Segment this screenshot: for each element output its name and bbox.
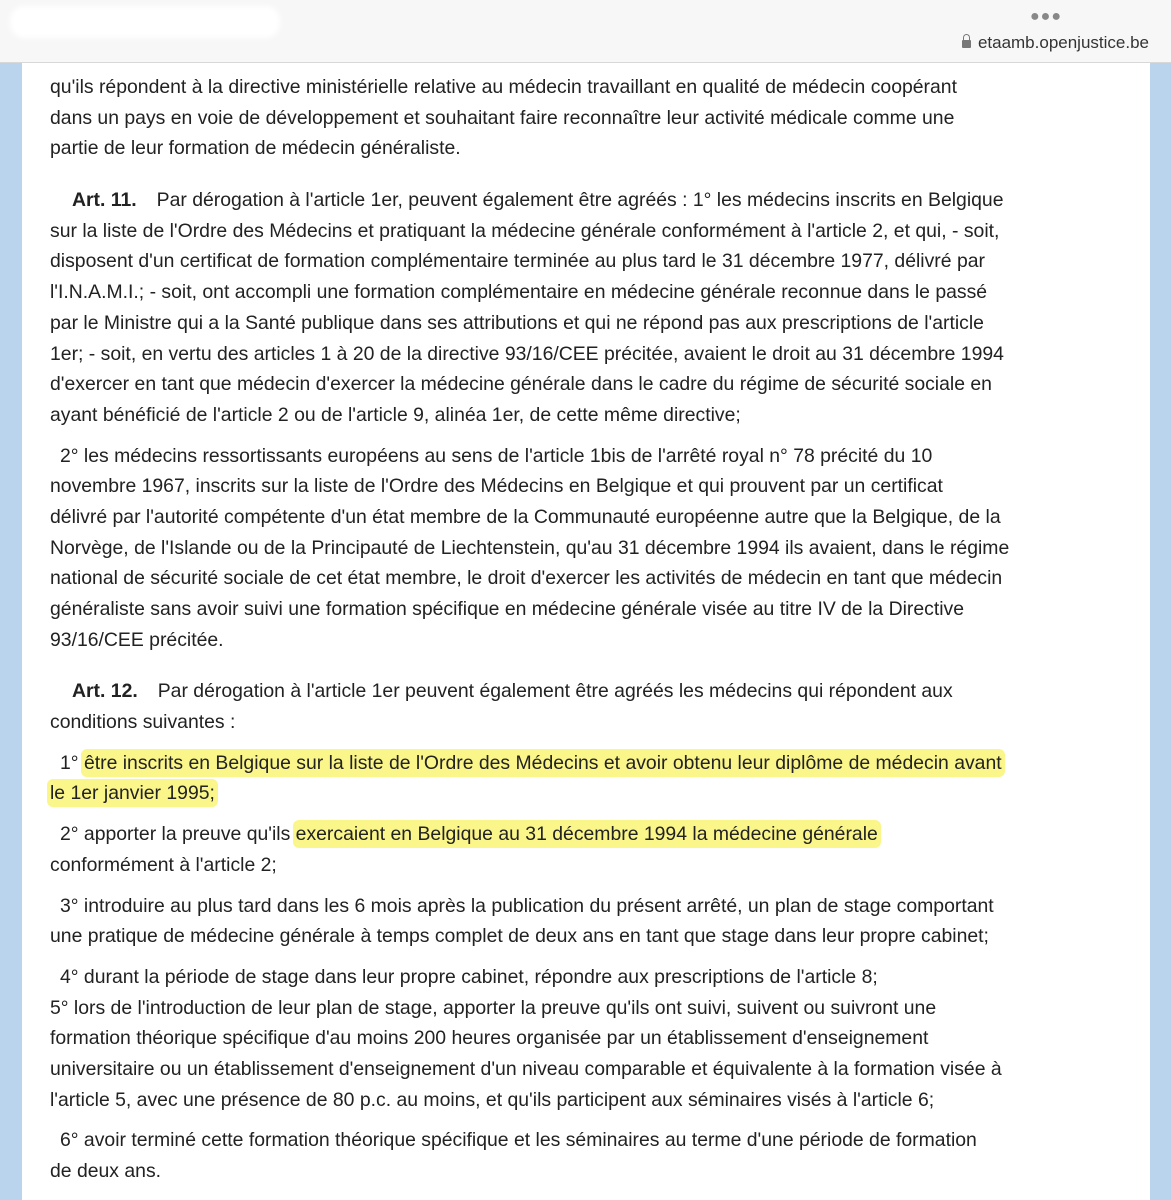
- text: 2° les médecins ressortissants européens au sens de l'article 1bis de l'arrêté royal n° 78 précité du 10: [60, 444, 933, 467]
- text-line: [50, 594, 1140, 625]
- document-page: [22, 62, 1150, 1200]
- text-line: [50, 533, 1140, 564]
- article-number: Art. 12.: [72, 680, 138, 703]
- text: partie de leur formation de médecin généraliste.: [50, 137, 461, 160]
- text: l'article 5, avec une présence de 80 p.c. au moins, et qu'ils participent aux séminaires visés à l'article 6;: [50, 1088, 935, 1111]
- browser-bar: [0, 0, 1171, 63]
- text-line: [50, 625, 1140, 656]
- text: Par dérogation à l'article 1er, peuvent également être agréés : 1° les médecins inscrits en Belgique: [156, 189, 1004, 212]
- text-line: [50, 1054, 1140, 1085]
- text-line: [50, 921, 1140, 952]
- text-line: [50, 1085, 1140, 1116]
- article-paragraph: [50, 676, 1140, 737]
- url-text: etaamb.openjustice.be: [977, 33, 1149, 52]
- text-line: [50, 1023, 1140, 1054]
- text: 2° apporter la preuve qu'ils: [60, 823, 296, 846]
- text-line: [50, 133, 1140, 164]
- text: 3° introduire au plus tard dans les 6 mois après la publication du présent arrêté, un plan de stage comportant: [60, 894, 994, 917]
- text-line: [50, 441, 1140, 472]
- address-bar[interactable]: [962, 33, 1149, 53]
- text-line: [50, 707, 1140, 738]
- text: 93/16/CEE précitée.: [50, 628, 224, 651]
- text-line: [50, 369, 1140, 400]
- text: formation théorique spécifique d'au moins 200 heures organisée par un établissement d'enseignement: [50, 1027, 929, 1050]
- text: universitaire ou un établissement d'enseignement d'un niveau comparable et équivalente à la formation visée à: [50, 1057, 1002, 1080]
- text: Norvège, de l'Islande ou de la Principauté de Liechtenstein, qu'au 31 décembre 1994 ils avaient, dans le régime: [50, 536, 1010, 559]
- text: national de sécurité sociale de cet état membre, le droit d'exercer les activités de médecin en tant que médecin: [50, 567, 1003, 590]
- text-line: [50, 185, 1140, 216]
- text-line: [50, 850, 1140, 881]
- paragraph: [50, 1125, 1140, 1186]
- text: sur la liste de l'Ordre des Médecins et pratiquant la médecine générale conformément à l'article 2, et qui, - soit,: [50, 219, 1000, 242]
- text: 1er; - soit, en vertu des articles 1 à 20 de la directive 93/16/CEE précitée, avaient le droit au 31 décembre 1994: [50, 342, 1004, 365]
- text-line: [50, 277, 1140, 308]
- text: disposent d'un certificat de formation complémentaire terminée au plus tard le 31 décembre 1977, délivré par: [50, 250, 985, 273]
- text: 1°: [60, 751, 84, 774]
- text-line: [50, 962, 1140, 993]
- text-line: [50, 676, 1140, 707]
- text: d'exercer en tant que médecin d'exercer la médecine générale dans le cadre du régime de sécurité sociale en: [50, 373, 992, 396]
- text: novembre 1967, inscrits sur la liste de l'Ordre des Médecins en Belgique et qui prouvent par un certificat: [50, 475, 943, 498]
- text-line: [50, 502, 1140, 533]
- text: conformément à l'article 2;: [50, 853, 277, 876]
- text-line: [50, 216, 1140, 247]
- article-number: Art. 11.: [72, 189, 137, 212]
- highlighted-text: exercaient en Belgique au 31 décembre 1994 la médecine générale: [295, 823, 878, 846]
- text-line: [50, 891, 1140, 922]
- text-line: [50, 72, 1140, 103]
- text-line: [50, 563, 1140, 594]
- highlighted-text: être inscrits en Belgique sur la liste de l'Ordre des Médecins et avoir obtenu leur diplôme de médecin avant: [83, 751, 1002, 774]
- text-line: [50, 1125, 1140, 1156]
- text: dans un pays en voie de développement et souhaitant faire reconnaître leur activité médicale comme une: [50, 106, 955, 129]
- paragraph: [50, 441, 1140, 656]
- text-line: [50, 1156, 1140, 1187]
- ellipsis-icon[interactable]: ●●●: [1030, 8, 1062, 25]
- article-paragraph: [50, 185, 1140, 431]
- text: ayant bénéficié de l'article 2 ou de l'article 9, alinéa 1er, de cette même directive;: [50, 403, 741, 426]
- paragraph: [50, 819, 1140, 880]
- paragraph: [50, 962, 1140, 1115]
- text: par le Ministre qui a la Santé publique dans ses attributions et qui ne répond pas aux prescriptions de l'article: [50, 311, 984, 334]
- text-line: [50, 308, 1140, 339]
- paragraph: [50, 891, 1140, 952]
- text: une pratique de médecine générale à temps complet de deux ans en tant que stage dans leur propre cabinet;: [50, 925, 989, 948]
- text-line: [50, 748, 1140, 779]
- paragraph: [50, 748, 1140, 809]
- text-line: [50, 339, 1140, 370]
- redacted-area: [10, 6, 280, 38]
- text: conditions suivantes :: [50, 711, 236, 734]
- text-line: [50, 993, 1140, 1024]
- text: 6° avoir terminé cette formation théorique spécifique et les séminaires au terme d'une période de formation: [60, 1129, 977, 1152]
- text-line: [50, 471, 1140, 502]
- text: Par dérogation à l'article 1er peuvent également être agréés les médecins qui répondent aux: [157, 680, 953, 703]
- lock-icon: [962, 40, 971, 48]
- paragraph: [50, 72, 1140, 164]
- text: généraliste sans avoir suivi une formation spécifique en médecine générale visée au titre IV de la Directive: [50, 598, 965, 620]
- text-line: [50, 819, 1140, 850]
- highlighted-text: le 1er janvier 1995;: [50, 782, 215, 805]
- text: 5° lors de l'introduction de leur plan de stage, apporter la preuve qu'ils ont suivi, suivent ou suivront une: [50, 996, 937, 1019]
- text-line: [50, 246, 1140, 277]
- text-line: [50, 103, 1140, 134]
- text-line: [50, 400, 1140, 431]
- text: délivré par l'autorité compétente d'un état membre de la Communauté européenne autre que la Belgique, de la: [50, 505, 1001, 528]
- text: 4° durant la période de stage dans leur propre cabinet, répondre aux prescriptions de l'article 8;: [60, 965, 878, 988]
- document-content: [50, 72, 1140, 1187]
- text: de deux ans.: [50, 1160, 162, 1182]
- text: l'I.N.A.M.I.; - soit, ont accompli une formation complémentaire en médecine générale reconnue dans le passé: [50, 281, 988, 304]
- text: qu'ils répondent à la directive ministérielle relative au médecin travaillant en qualité de médecin coopérant: [50, 76, 957, 98]
- text-line: [50, 778, 1140, 809]
